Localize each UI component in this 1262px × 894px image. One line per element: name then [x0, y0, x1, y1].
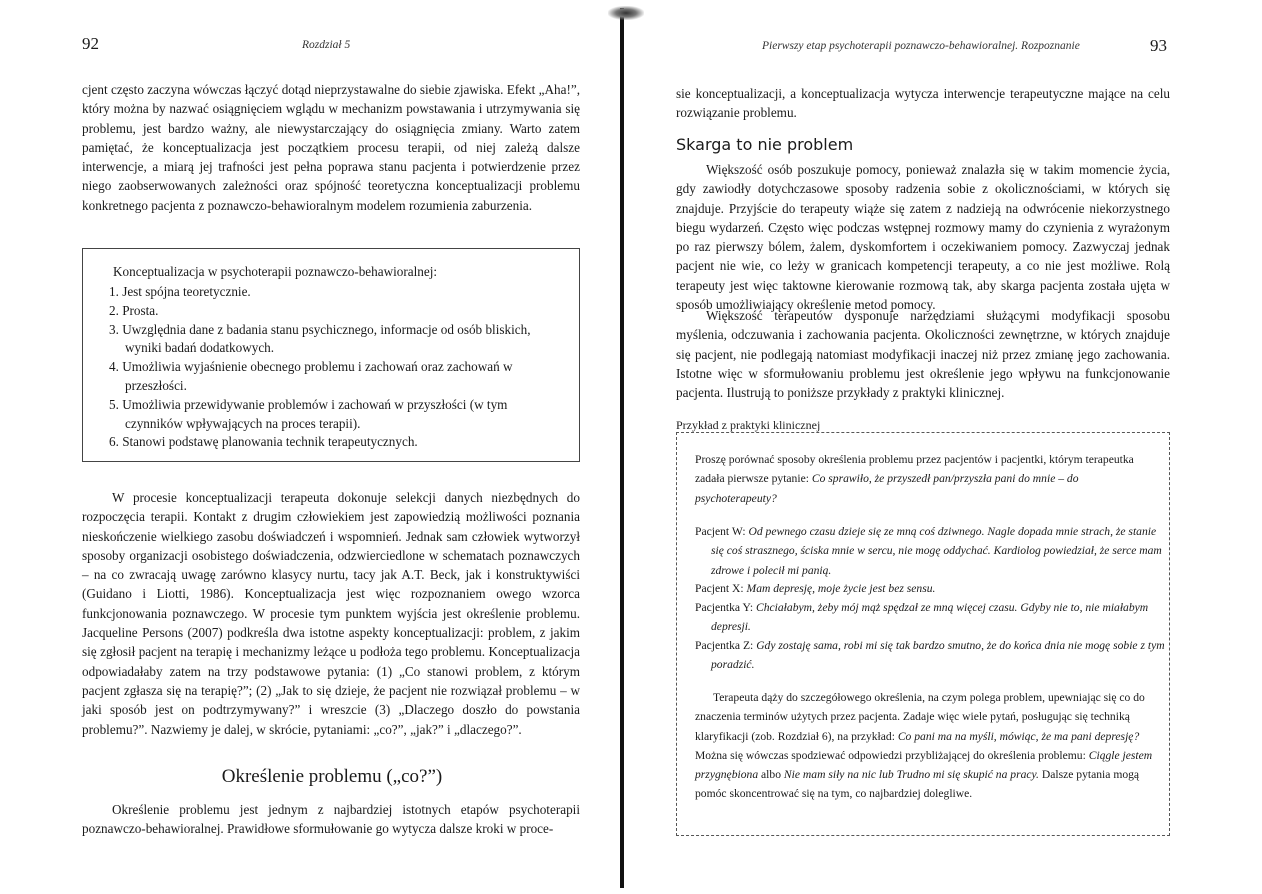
patient-x [695, 579, 1155, 598]
prompt-question: Co sprawiło, że przyszedł pan/przyszła pani do mnie – do psychoterapeuty? [695, 472, 1079, 505]
example-label: Przykład z praktyki klinicznej [676, 418, 821, 432]
box-item: 2. Prosta. [109, 302, 159, 318]
patient-label: Pacjentka Y: [695, 601, 754, 614]
conclusion-text: Terapeuta dąży do szczegółowego określenia, na czym polega problem, upewniając się co do znaczenia terminów użytych przez pacjenta. Zadaje więc wiele pytań, posługując się techniką klaryfikacji (zob. Rozdział 6), na przykład: [695, 691, 1145, 743]
example-prompt [695, 450, 1155, 508]
running-head-right: Pierwszy etap psychoterapii poznawczo-behawioralnej. Rozpoznanie [762, 40, 1080, 52]
patient-y [695, 598, 1171, 637]
prompt-text: Proszę porównać sposoby określenia problemu przez pacjentów i pacjentki, którym terapeutka zadała pierwsze pytanie: [695, 453, 1134, 486]
section-heading-right: Skarga to nie problem [676, 135, 854, 154]
paragraph-2-left: W procesie konceptualizacji terapeuta dokonuje selekcji danych niezbędnych do rozpoczęcia terapii. Kontakt z drugim człowiekiem jest zapowiedzią możliwości poznania nieskończenie wielkiego zasobu doświadczeń i wspomnień. Jednak sam człowiek wytworzył sposoby organizacji osobistego doświadczenia, odzwierciedlone w schematach poznawczych – na co zwracają uwagę zarówno klasycy nurtu, tacy jak A.T. Beck, jak i konstruktywiści (Guidano i Liotti, 1986). Konceptualizacja jest więc rozpoznaniem owego wzorca funkcjonowania poznawczego. W procesie tym punktem wyjścia jest określenie problemu. Jacqueline Persons (2007) podkreśla dwa istotne aspekty konceptualizacji: problem, z jakim się zgłosił pacjent na terapię i mechanizmy leżące u podłoża tego problemu. Konceptualizacja odpowiadałaby zatem na trzy podstawowe pytania: (1) „Co stanowi problem, z którym pacjent zgłasza się na terapię?”; (2) „Jak to się dzieje, że pacjent nie rozwiązał problemu – w jaki sposób jest on podtrzymywany?” i wreszcie (3) „Dlaczego doszło do powstania problemu?”. Nazwiemy je dalej, w skrócie, pytaniami: „co?”, „jak?” i „dlaczego?”. [82, 490, 580, 737]
box-item: 1. Jest spójna teoretycznie. [109, 284, 251, 299]
conclusion-question: Co pani ma na myśli, mówiąc, że ma pani depresję? [897, 729, 1140, 743]
continuation-paragraph: sie konceptualizacji, a konceptualizacja wytycza interwencje terapeutyczne mające na celu rozwiązanie problemu. [676, 86, 1170, 121]
patient-label: Pacjentka Z: [695, 639, 754, 652]
conclusion-text: Dalsze pytania mogą pomóc skoncentrować się na tym, co najbardziej dolegliwe. [695, 768, 1140, 801]
box-item: 3. Uwzględnia dane z badania stanu psychicznego, informacje od osób bliskich, wyniki badań dodatkowych. [109, 321, 531, 356]
patient-w [695, 522, 1171, 580]
section-heading-left: Określenie problemu („co?”) [221, 766, 443, 787]
patient-quote: Od pewnego czasu dzieje się ze mną coś dziwnego. Nagle dopada mnie strach, że stanie się coś strasznego, ściska mnie w sercu, nie mogę oddychać. Kardiolog powiedział, że serce mam zdrowe i polecił mi panią. [711, 525, 1162, 577]
example-conclusion [695, 688, 1155, 804]
paragraph-3-left: Określenie problemu jest jednym z najbardziej istotnych etapów psychoterapii poznawczo-behawioralnej. Prawidłowe sformułowanie go wytycza dalsze kroki w proce- [82, 802, 580, 837]
paragraph-1-right: Większość osób poszukuje pomocy, ponieważ znalazła się w takim momencie życia, gdy zawiodły dotychczasowe sposoby radzenia sobie z okolicznościami, w których się znajduje. Przyjście do terapeuty wiąże się zatem z nadzieją na odwrócenie niekorzystnego biegu wydarzeń. Często więc podczas wstępnej rozmowy mamy do czynienia z wyrażonym po raz pierwszy bólem, żalem, dyskomfortem i oczekiwaniem pomocy. Zazwyczaj jednak pacjent nie wie, co leży w granicach kompetencji terapeuty, a co nie jest możliwe. Rolą terapeuty jest więc taktowne kierowanie rozmową tak, aby skarga pacjenta została ujęta w sposób umożliwiający określenie metod pomocy. [676, 162, 1170, 313]
patient-z [695, 636, 1171, 675]
patient-quote: Mam depresję, moje życie jest bez sensu. [746, 582, 936, 595]
box-title: Konceptualizacja w psychoterapii poznawczo-behawioralnej: [113, 264, 438, 279]
intro-paragraph: cjent często zaczyna wówczas łączyć dotąd nieprzystawalne do siebie zjawiska. Efekt „Aha!”, który można by nazwać osiągnięciem wglądu w mechanizm powstawania i utrzymywania się problemu, jest bardzo ważny, ale niewystarczający do osiągnięcia zmiany. Warto zatem pamiętać, że konceptualizacja jest początkiem procesu terapii, od niej zależą dalsze interwencje, a miarą jej trafności jest pełna poprawa stanu pacjenta i potwierdzenie przez niego zaobserwowanych zależności oraz spójność teoretyczna konceptualizacji problemu konkretnego pacjenta z poznawczo-behawioralnym modelem rozumienia zaburzenia. [82, 82, 580, 213]
patient-quote: Gdy zostaję sama, robi mi się tak bardzo smutno, że do końca dnia nie mogę sobie z tym poradzić. [711, 639, 1165, 672]
running-head-left: Rozdział 5 [302, 39, 351, 51]
conclusion-answer: Nie mam siły na nic lub Trudno mi się skupić na pracy. [783, 768, 1039, 782]
box-item: 5. Umożliwia przewidywanie problemów i zachowań w przyszłości (w tym czynników wpływających na proces terapii). [109, 396, 508, 431]
patient-label: Pacjent W: [695, 525, 746, 538]
paragraph-2-right: Większość terapeutów dysponuje narzędziami służącymi modyfikacji sposobu myślenia, odczuwania i zachowania pacjenta. Okoliczności zewnętrzne, w których znajduje się pacjent, nie podlegają natomiast modyfikacji inaczej niż przez zmianę jego zachowania. Istotne więc w sformułowaniu problemu jest określenie jego wpływu na funkcjonowanie pacjenta. Ilustrują to poniższe przykłady z praktyki klinicznej. [676, 308, 1170, 401]
patient-label: Pacjent X: [695, 582, 744, 595]
page-number-right: 93 [1150, 36, 1167, 55]
box-item: 6. Stanowi podstawę planowania technik terapeutycznych. [109, 434, 418, 450]
conclusion-answer: Ciągle jestem przygnębiona [695, 748, 1153, 782]
conclusion-text: albo [761, 768, 781, 782]
box-item: 4. Umożliwia wyjaśnienie obecnego problemu i zachowań oraz zachowań w przeszłości. [109, 359, 513, 393]
page-number-left: 92 [82, 34, 99, 53]
patient-quote: Chciałabym, żeby mój mąż spędzał ze mną więcej czasu. Gdyby nie to, nie miałabym depresji. [711, 601, 1149, 634]
conclusion-text: Można się wówczas spodziewać odpowiedzi przybliżającej do określenia problemu: [695, 748, 1086, 762]
